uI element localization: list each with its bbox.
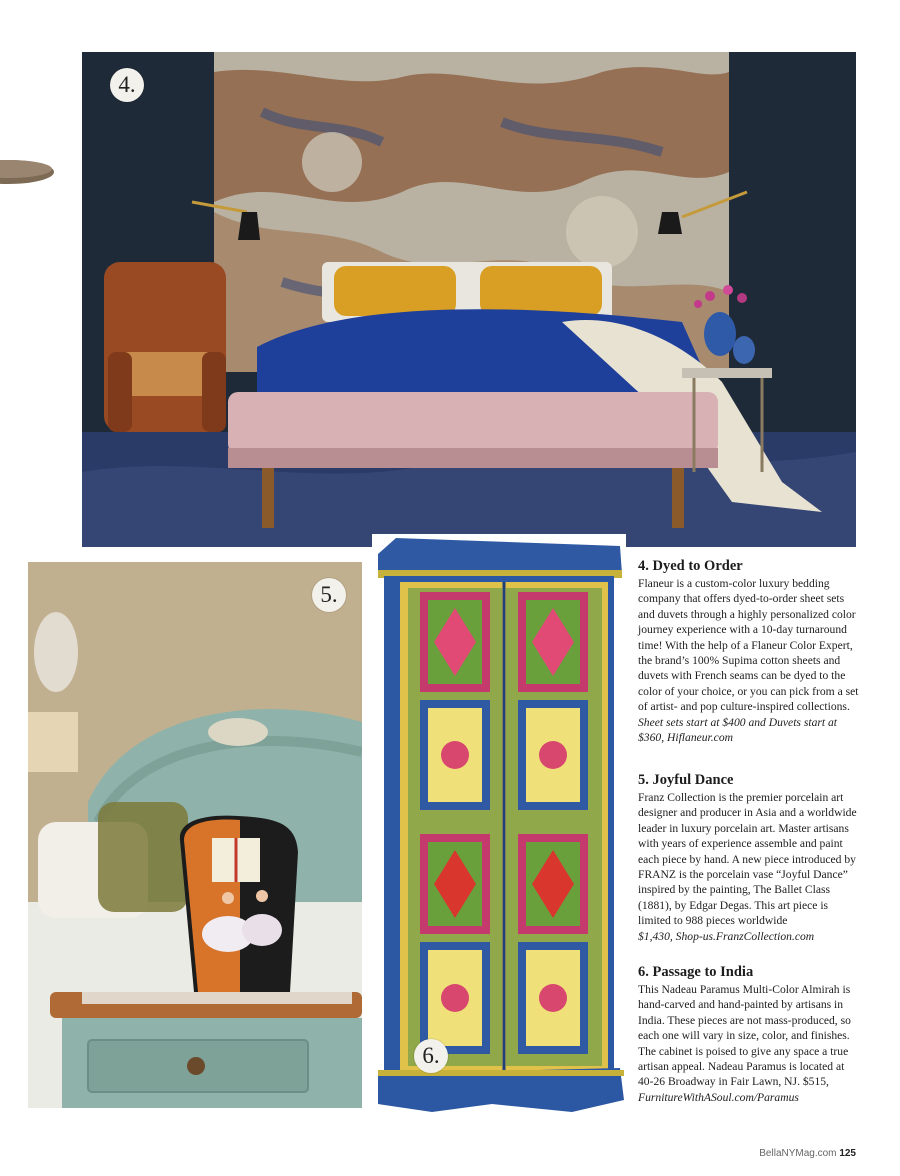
item-heading: 6. Passage to India: [638, 964, 754, 980]
item-heading: 4. Dyed to Order: [638, 558, 743, 574]
item-description: This Nadeau Paramus Multi-Color Almirah is hand-carved and hand-painted by artisans in India. These pieces are not mass-produced, so each one will vary in size, color, and finishes. The cabinet is poised to give any space a true artisan appeal. Nadeau Paramus is located at 40-26 Broadway in Fair Lawn, NJ. $515,: [638, 983, 851, 1089]
page-footer: [759, 1148, 856, 1159]
item-price: FurnitureWithASoul.com/Paramus: [638, 1090, 799, 1104]
item-body: [638, 576, 860, 745]
article-item: [638, 558, 860, 745]
item-body: [638, 790, 860, 944]
footer-site: BellaNYMag.com: [759, 1148, 837, 1159]
item-price: Sheet sets start at $400 and Duvets start at $360, Hiflaneur.com: [638, 715, 838, 745]
plate-fragment: [0, 150, 56, 200]
bedroom-photo: [82, 52, 856, 547]
item-body: [638, 982, 860, 1105]
porcelain-vase-photo: [28, 562, 362, 1108]
article-item: [638, 772, 860, 944]
photo-number-badge: 6.: [414, 1039, 448, 1073]
photo-number-badge: 5.: [312, 578, 346, 612]
article-text-column: [638, 558, 860, 1118]
item-price: $1,430, Shop-us.FranzCollection.com: [638, 929, 815, 943]
item-description: Flaneur is a custom-color luxury bedding company that offers dyed-to-order sheet sets and duvets through a highly personalized color journey experience with a 10-day turnaround time! With the help of a Flaneur Color Expert, the brand’s 100% Supima cotton sheets and duvets with French seams can be dyed to the color of your choice, or you can pick from a set of artist- and pop culture-inspired collections.: [638, 577, 859, 714]
page-number: 125: [839, 1148, 856, 1159]
almirah-cabinet-photo: [372, 534, 626, 1114]
photo-number-badge: 4.: [110, 68, 144, 102]
item-description: Franz Collection is the premier porcelain art designer and producer in Asia and a worldwide leader in luxury porcelain art. Master artisans with years of experience assemble and paint each piece by hand. A new piece introduced by FRANZ is the porcelain vase “Joyful Dance” inspired by the painting, The Ballet Class (1881), by Edgar Degas. This art piece is limited to 988 pieces worldwide: [638, 791, 857, 928]
item-heading: 5. Joyful Dance: [638, 772, 734, 788]
article-item: [638, 964, 860, 1105]
